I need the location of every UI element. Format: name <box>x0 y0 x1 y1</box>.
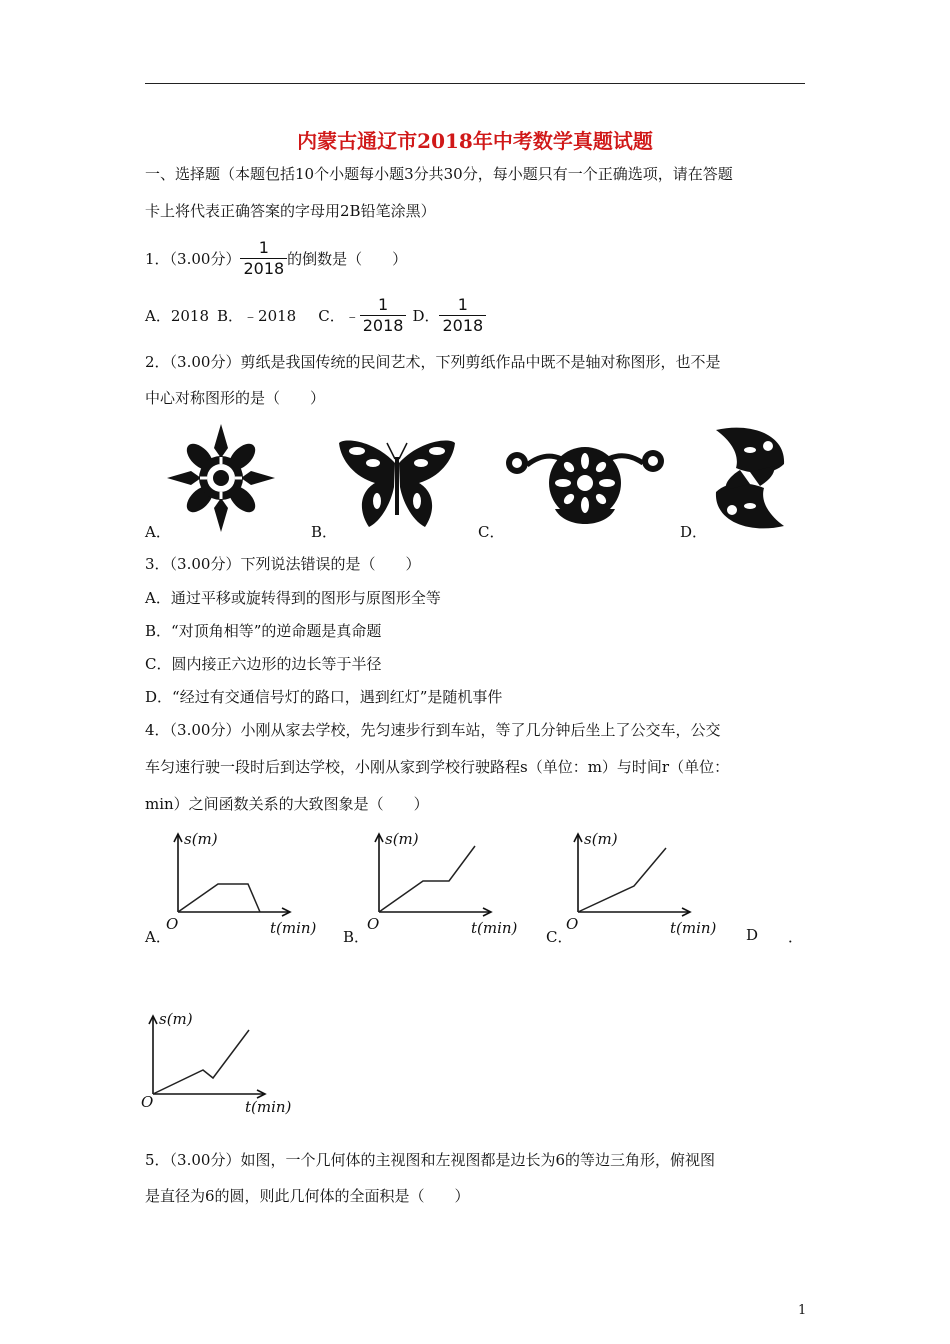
section-instructions-line2: 卡上将代表正确答案的字母用2B铅笔涂黑） <box>145 202 436 220</box>
question-1-options <box>145 293 486 337</box>
q1-option-c-fraction <box>360 295 407 336</box>
graph-a-xlabel: t(min) <box>270 919 317 937</box>
q1-option-d-denominator: 2018 <box>439 315 486 336</box>
q4-label-d-dot: ． <box>788 928 804 946</box>
graph-d-curve <box>153 1030 249 1094</box>
page-number: 1 <box>798 1303 807 1318</box>
q3-option-c: C．圆内接正六边形的边长等于半径 <box>145 655 382 673</box>
q4-label-b: B． <box>343 928 370 946</box>
graph-d-xlabel: t(min) <box>245 1098 292 1116</box>
page-title: 内蒙古通辽市2018年中考数学真题试题 <box>297 129 653 153</box>
question-1 <box>145 236 407 280</box>
graph-c-ylabel: s(m) <box>584 830 618 848</box>
section-instructions-line1: 一、选择题（本题包括10个小题每小题3分共30分，每小题只有一个正确选项，请在答题 <box>145 165 733 183</box>
q1-fraction-denominator: 2018 <box>240 258 287 279</box>
graph-a <box>162 826 322 938</box>
question-4-line3: min）之间函数关系的大致图象是（ ） <box>145 795 429 813</box>
q2-label-d: D． <box>680 523 708 541</box>
q1-option-c-sign: ﹣ <box>344 306 360 325</box>
q1-option-d-numerator: 1 <box>457 294 468 314</box>
question-2-line2: 中心对称图形的是（ ） <box>145 389 326 407</box>
q2-label-b: B． <box>311 523 338 541</box>
question-5-line2: 是直径为6的圆，则此几何体的全面积是（ ） <box>145 1187 470 1205</box>
q3-option-b: B．“对顶角相等”的逆命题是真命题 <box>145 622 382 640</box>
q1-fraction-numerator: 1 <box>258 237 269 257</box>
q1-option-c-label: C． <box>318 306 345 325</box>
papercut-fish-figure <box>710 424 790 532</box>
q3-option-d: D．“经过有交通信号灯的路口，遇到红灯”是随机事件 <box>145 688 503 706</box>
graph-a-origin: O <box>166 915 179 933</box>
q1-prefix: 1．（3.00分） <box>145 249 241 268</box>
graph-b-curve <box>379 846 475 912</box>
q1-option-d-label: D． <box>412 306 440 325</box>
q4-label-c: C． <box>546 928 573 946</box>
q4-label-d: D <box>746 926 759 944</box>
papercut-flower-figure <box>165 422 277 534</box>
graph-c-origin: O <box>566 915 579 933</box>
q4-label-a: A． <box>145 928 171 946</box>
graph-d-ylabel: s(m) <box>159 1010 193 1028</box>
graph-b <box>363 826 523 938</box>
question-4-line1: 4．（3.00分）小刚从家去学校，先匀速步行到车站，等了几分钟后坐上了公交车，公交 <box>145 721 721 739</box>
q1-option-c-numerator: 1 <box>377 294 389 314</box>
q1-option-a: A．2018 <box>145 306 210 325</box>
papercut-butterfly-figure <box>335 437 459 533</box>
q2-label-a: A． <box>145 523 171 541</box>
q2-label-c: C． <box>478 523 505 541</box>
question-3-stem: 3．（3.00分）下列说法错误的是（ ） <box>145 555 421 573</box>
papercut-floral-figure <box>505 441 665 529</box>
q1-fraction <box>240 238 287 279</box>
graph-d-origin: O <box>141 1093 154 1111</box>
q1-option-b: B．﹣2018 <box>217 306 297 325</box>
q3-option-a: A．通过平移或旋转得到的图形与原图形全等 <box>145 589 441 607</box>
header-rule <box>145 83 805 84</box>
graph-b-xlabel: t(min) <box>471 919 518 937</box>
q1-option-d-fraction <box>439 295 486 336</box>
graph-d <box>137 1008 297 1120</box>
graph-b-ylabel: s(m) <box>385 830 419 848</box>
graph-a-curve <box>178 884 260 912</box>
graph-a-ylabel: s(m) <box>184 830 218 848</box>
question-5-line1: 5．（3.00分）如图，一个几何体的主视图和左视图都是边长为6的等边三角形，俯视图 <box>145 1151 715 1169</box>
question-4-line2: 车匀速行驶一段时后到达学校，小刚从家到学校行驶路程s（单位：m）与时间r（单位： <box>145 758 730 776</box>
question-2-line1: 2．（3.00分）剪纸是我国传统的民间艺术，下列剪纸作品中既不是轴对称图形，也不是 <box>145 353 721 371</box>
graph-c-curve <box>578 848 666 912</box>
graph-c <box>562 826 722 938</box>
graph-c-xlabel: t(min) <box>670 919 717 937</box>
graph-b-origin: O <box>367 915 380 933</box>
q1-suffix: 的倒数是（ ） <box>287 249 408 268</box>
q1-option-c-denominator: 2018 <box>360 315 407 336</box>
